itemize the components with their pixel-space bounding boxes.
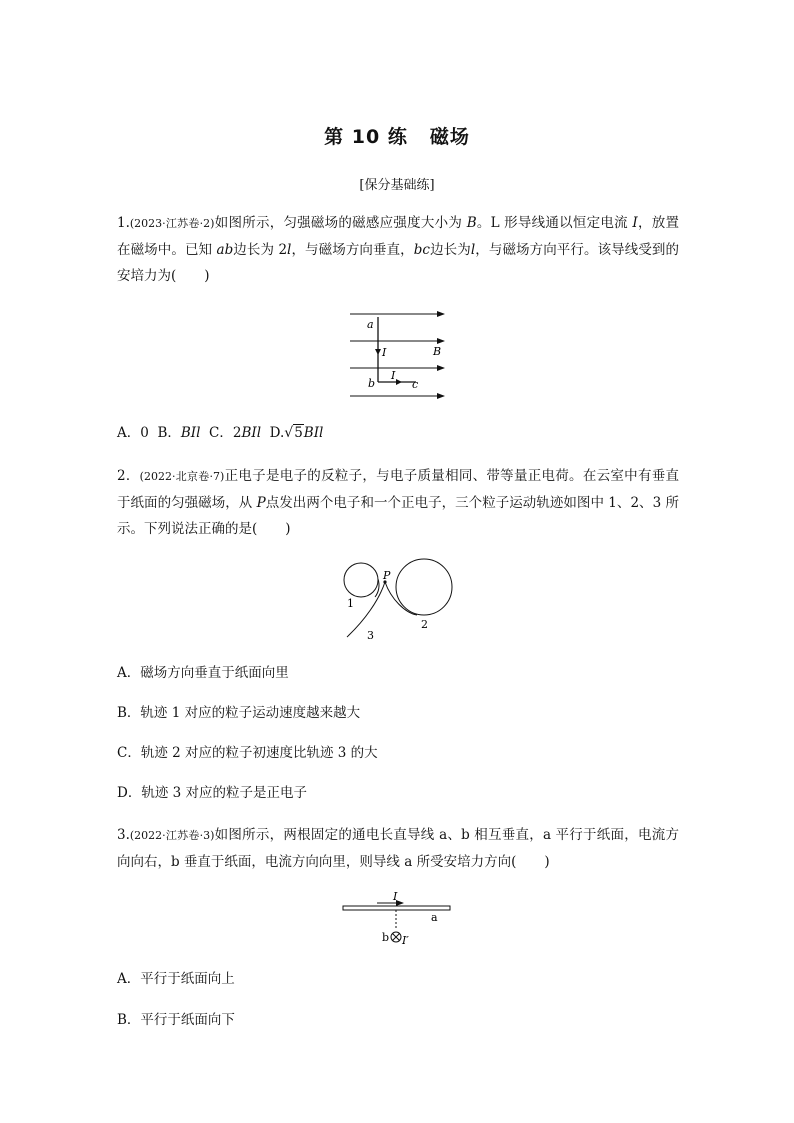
- label-c: c: [412, 378, 419, 391]
- trajectory-2: [396, 559, 452, 615]
- question-2-option-b: B．轨迹 1 对应的粒子运动速度越来越大: [117, 705, 361, 721]
- label-I-prime: I′: [402, 934, 409, 947]
- option-a: A．0: [117, 425, 149, 441]
- label-a: a: [431, 911, 438, 924]
- question-2-option-c: C．轨迹 2 对应的粒子初速度比轨迹 3 的大: [117, 745, 378, 761]
- option-d: D.√5BIl: [269, 425, 324, 441]
- section-label: [保分基础练]: [359, 178, 435, 193]
- wire-a: [343, 906, 450, 910]
- question-1-stem: 1.(2023·江苏卷·2)如图所示，匀强磁场的磁感应强度大小为 B。L 形导线通以恒定电流 I，放置在磁场中。已知 ab边长为 2l，与磁场方向垂直，bc边长为l，与磁场方向平行。该导线受到的安培力为( ): [117, 215, 680, 284]
- label-a: a: [367, 318, 374, 331]
- page-title: [0, 122, 794, 149]
- label-b: b: [382, 931, 390, 944]
- question-2-figure: [335, 555, 460, 645]
- trajectory-1: [344, 563, 378, 597]
- question-3-option-b: B．平行于纸面向下: [117, 1012, 235, 1028]
- label-B: B: [433, 345, 442, 358]
- label-b: b: [368, 377, 376, 390]
- question-3-stem: 3.(2022·江苏卷·3)如图所示，两根固定的通电长直导线 a、b 相互垂直，a 平行于纸面，电流方向向右，b 垂直于纸面，电流方向向里，则导线 a 所受安培力方向( ): [117, 827, 679, 870]
- option-c: C．2BIl: [209, 425, 262, 441]
- current-arrow-down: [375, 349, 381, 355]
- question-3-figure: [335, 888, 460, 948]
- label-2: 2: [421, 618, 428, 631]
- question-3-option-a: A．平行于纸面向上: [117, 971, 235, 987]
- question-1-figure: [340, 305, 450, 405]
- label-1: 1: [347, 597, 354, 610]
- label-I-bottom: I: [391, 369, 396, 382]
- trajectory-2-tail: [385, 582, 417, 615]
- option-b: B．BIl: [157, 425, 201, 441]
- question-2-stem: 2．(2022·北京卷·7)正电子是电子的反粒子，与电子质量相同、带等量正电荷。在云室中有垂直于纸面的匀强磁场，从 P点发出两个电子和一个正电子，三个粒子运动轨迹如图中 1、2、3 所示。下列说法正确的是( ): [117, 468, 680, 537]
- label-I: I: [393, 890, 398, 903]
- label-3: 3: [367, 629, 374, 642]
- current-arrow-right: [396, 379, 402, 385]
- question-2-option-a: A．磁场方向垂直于纸面向里: [117, 665, 289, 681]
- question-1-options: [117, 423, 323, 443]
- question-2-option-d: D．轨迹 3 对应的粒子是正电子: [117, 785, 307, 801]
- title-topic: 磁场: [429, 126, 470, 148]
- title-number: 第 10 练: [324, 126, 408, 148]
- label-P: P: [383, 569, 391, 582]
- label-I: I: [382, 346, 387, 359]
